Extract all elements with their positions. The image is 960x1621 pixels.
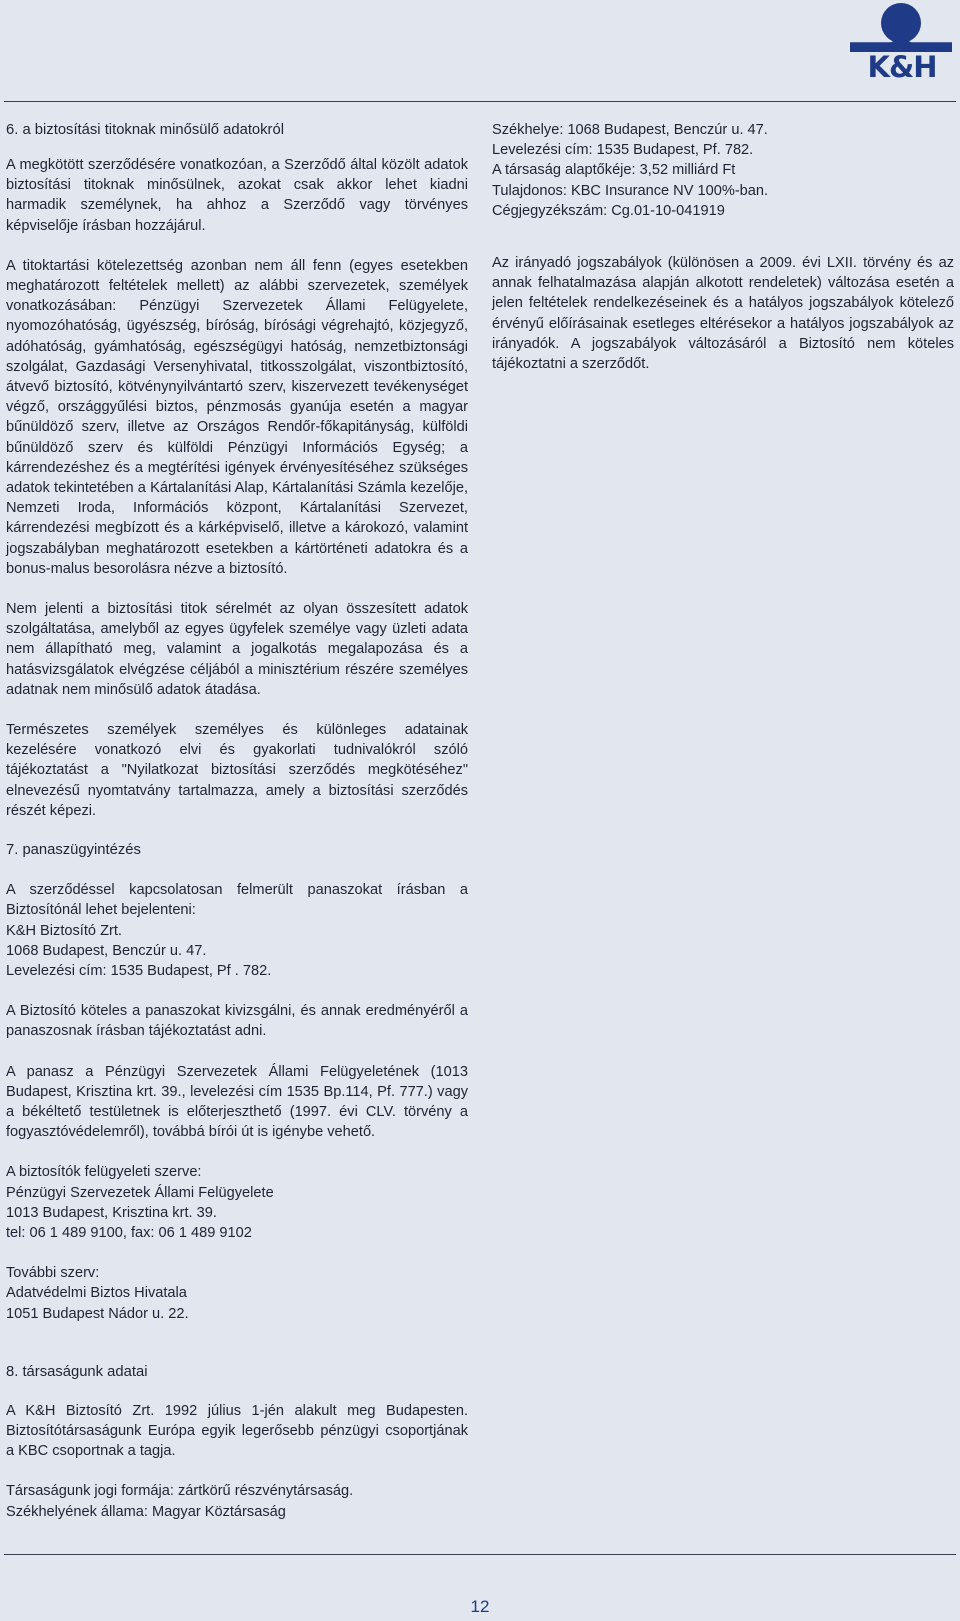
section-7-p5 (6, 1263, 468, 1324)
other-authority-line: További szerv: (6, 1265, 100, 1282)
company-form-line: Székhelyének állama: Magyar Köztársaság (6, 1503, 286, 1520)
section-8-p2 (6, 1481, 468, 1521)
supervisor-line: tel: 06 1 489 9100, fax: 06 1 489 9102 (6, 1224, 252, 1241)
page-number: 12 (470, 1597, 490, 1616)
section-7-p1-intro: A szerződéssel kapcsolatosan felmerült panaszokat írásban a Biztosítónál lehet bejelenteni: (6, 882, 468, 919)
company-form-line: Társaságunk jogi formája: zártkörű részvénytársaság. (6, 1483, 354, 1500)
section-7-p4 (6, 1162, 468, 1243)
company-details (492, 120, 954, 221)
supervisor-line: A biztosítók felügyeleti szerve: (6, 1164, 202, 1181)
section-7-heading: 7. panaszügyintézés (6, 842, 141, 859)
complaint-address-line: Levelezési cím: 1535 Budapest, Pf . 782. (6, 962, 272, 979)
governing-law-paragraph: Az irányadó jogszabályok (különösen a 2009. évi LXII. törvény és az annak felhatalmazása alapján alkotott rendeletek) változása esetén a jelen feltételek rendelkezéseinek és a hatályos jogszabályok kötelező érvényű előírásainak esetleges eltérésekor a hatályos jogszabályok az irányadók. A jogszabályok változásáról a Biztosító nem köteles tájékoztatni a szerződőt. (492, 255, 954, 373)
top-rule (4, 101, 956, 102)
other-authority-line: Adatvédelmi Biztos Hivatala (6, 1285, 187, 1302)
kh-logo (850, 0, 955, 90)
section-6-p4: Természetes személyek személyes és különleges adatainak kezelésére vonatkozó elvi és gyakorlati tudnivalókról szóló tájékoztatást a "Nyilatkozat biztosítási szerződés megkötéséhez" elnevezésű nyomtatvány tartalmazza, amely a biztosítási szerződés részét képezi. (6, 722, 468, 819)
section-6-p3: Nem jelenti a biztosítási titok sérelmét az olyan összesített adatok szolgáltatása, amelyből az egyes ügyfelek személye vagy üzleti adata nem állapítható meg, valamint a jogalkotás megalapozása és a hatásvizsgálatok elvégzése céljából a minisztérium részére személyes adatnak nem minősülő adatok átadása. (6, 601, 468, 698)
supervisor-line: Pénzügyi Szervezetek Állami Felügyelete (6, 1184, 274, 1201)
section-7-p2: A Biztosító köteles a panaszokat kivizsgálni, és annak eredményéről a panaszosnak írásban tájékoztatást adni. (6, 1003, 468, 1040)
logo-text: K&H (867, 50, 937, 84)
logo-dot-icon (881, 3, 921, 43)
complaint-address-line: 1068 Budapest, Benczúr u. 47. (6, 942, 207, 959)
section-8-p1: A K&H Biztosító Zrt. 1992 július 1-jén alakult meg Budapesten. Biztosítótársaságunk Európa egyik legerősebb pénzügyi csoportjának a KBC csoportnak a tagja. (6, 1402, 468, 1460)
section-6-heading: 6. a biztosítási titoknak minősülő adatokról (6, 122, 284, 138)
complaint-address-line: K&H Biztosító Zrt. (6, 922, 122, 939)
left-column (6, 120, 468, 1522)
right-column (492, 120, 954, 374)
section-7-p1 (6, 880, 468, 981)
company-detail-line: Levelezési cím: 1535 Budapest, Pf. 782. (492, 142, 754, 159)
section-8-heading: 8. társaságunk adatai (6, 1363, 148, 1380)
company-detail-line: Székhelye: 1068 Budapest, Benczúr u. 47. (492, 122, 768, 138)
supervisor-line: 1013 Budapest, Krisztina krt. 39. (6, 1204, 217, 1221)
bottom-rule (4, 1554, 956, 1555)
section-6-p2: A titoktartási kötelezettség azonban nem áll fenn (egyes esetekben meghatározott feltételek mellett) az alábbi szervezetek, személyek vonatkozásában: Pénzügyi Szervezetek Állami Felügyelete, nyomozóhatóság, ügyészség, bíróság, bírósági végrehajtó, közjegyző, adóhatóság, gyámhatóság, egészségügyi hatóság, nemzetbiztonsági szolgálat, Gazdasági Versenyhivatal, titkosszolgálat, viszontbiztosító, átvevő biztosító, kötvénynyilvántartó szerv, kiszervezett tevékenységet végző, országgyűlési biztos, pénzmosás gyanúja esetén a magyar bűnüldöző szerv, illetve az Országos Rendőr-főkapitányság, külföldi bűnüldöző szerv és külföldi Pénzügyi Információs Egység; a kárrendezéshez és a megtérítési igények érvényesítéséhez szükséges adatok tekintetében a Kártalanítási Alap, Kártalanítási Számla kezelője, Nemzeti Iroda, Információs központ, Kártalanítási Szervezet, kárrendezési megbízott és a kárképviselő, illetve a károkozó, valamint jogszabályban meghatározott esetekben a kártörténeti adatokra és a bonus-malus besorolásra nézve a biztosító. (6, 257, 468, 577)
company-detail-line: Tulajdonos: KBC Insurance NV 100%-ban. (492, 182, 769, 199)
section-7-p3: A panasz a Pénzügyi Szervezetek Állami Felügyeletének (1013 Budapest, Krisztina krt. 39., levelezési cím 1535 Bp.114, Pf. 777.) vagy a békéltető testületnek is előterjeszthető (1997. évi CLV. törvény a fogyasztóvédelemről), továbbá bírói út is igénybe vehető. (6, 1063, 468, 1141)
company-detail-line: Cégjegyzékszám: Cg.01-10-041919 (492, 202, 725, 219)
other-authority-line: 1051 Budapest Nádor u. 22. (6, 1305, 189, 1322)
company-detail-line: A társaság alaptőkéje: 3,52 milliárd Ft (492, 162, 736, 179)
section-6-p1: A megkötött szerződésére vonatkozóan, a Szerződő által közölt adatok biztosítási titoknak minősülnek, azokat csak akkor lehet kiadni harmadik személynek, ha ahhoz a Szerződő vagy törvényes képviselője írásban hozzájárul. (6, 157, 468, 234)
